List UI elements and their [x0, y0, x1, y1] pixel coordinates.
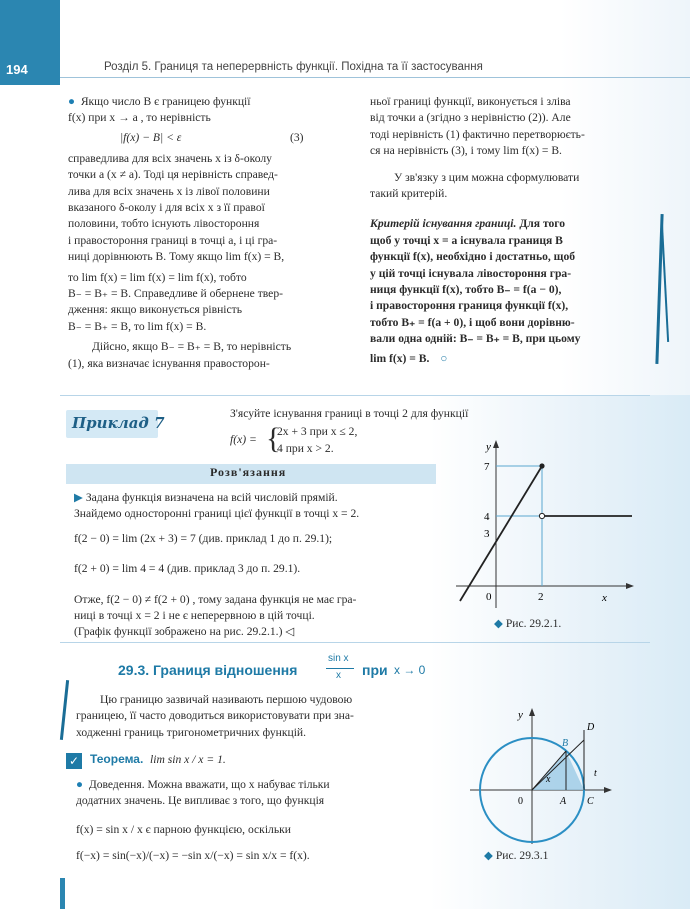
- x-axis-arrow-icon: [626, 583, 634, 589]
- fig-y-arrow-icon: [529, 708, 535, 716]
- example-fx: f(x) =: [230, 433, 257, 446]
- figure-29-3-1: [470, 706, 620, 846]
- section-fraction-num: sin x: [328, 653, 349, 664]
- open-point-icon: [539, 513, 544, 518]
- fig-label-x: x: [546, 774, 551, 785]
- y-axis-arrow-icon: [493, 440, 499, 448]
- right-line: від точки a (згідно з нерівністю (2)). Але: [370, 111, 571, 125]
- right-line: тоді нерівність (1) фактично перетворюєть-: [370, 127, 585, 141]
- diamond-icon: ◆: [494, 617, 503, 630]
- section-fraction-den: x: [336, 670, 341, 681]
- limit-1: f(2 − 0) = lim (2x + 3) = 7 (див. приклад 1 до п. 29.1);: [74, 531, 333, 545]
- criterion-line: вали одна одній: B₋ = B₊ = B, при цьому: [370, 332, 581, 346]
- fig-label-B: B: [562, 738, 569, 749]
- section-title-prefix: 29.3. Границя відношення: [118, 662, 298, 678]
- conclusion-line: Отже, f(2 − 0) ≠ f(2 + 0) , тому задана функція не має гра-: [74, 592, 357, 606]
- proof-block: [76, 777, 438, 865]
- tick-2: 2: [538, 591, 544, 603]
- tick-7: 7: [484, 461, 490, 473]
- figure-caption-29-3-1: ◆ Рис. 29.3.1: [484, 849, 549, 862]
- fig-label-y: y: [518, 709, 523, 721]
- limit-2: f(2 + 0) = lim 4 = 4 (див. приклад 3 до п. 29.1).: [74, 562, 301, 576]
- piece-1: 2x + 3 при x ≤ 2,: [277, 425, 358, 438]
- left-line: ниці дорівнюють B. Тому якщо lim f(x) = B,: [68, 250, 285, 264]
- bottom-accent-bar: [60, 878, 65, 909]
- running-title: Розділ 5. Границя та неперервність функції. Похідна та її застосування: [104, 61, 483, 73]
- formula-ineq: |f(x) − B| < ε: [120, 130, 182, 144]
- fig-label-t: t: [594, 768, 597, 779]
- graph-x-label: x: [602, 592, 607, 604]
- right-para2: У зв'язку з цим можна сформулювати: [394, 170, 580, 184]
- solution-body: [74, 490, 434, 641]
- section-title-limit: x → 0: [394, 663, 426, 677]
- section-intro-line: ходженні границь тригонометричних функцій.: [76, 725, 307, 739]
- section-title-middle: при: [362, 662, 388, 678]
- theorem-check-icon: ✓: [66, 753, 82, 769]
- left-intro-2: f(x) при x → a , то нерівність: [68, 111, 211, 125]
- right-line: ся на нерівність (3), і тому lim f(x) = B.: [370, 144, 562, 158]
- piece-2: 4 при x > 2.: [277, 442, 334, 455]
- criterion-line: тобто B₊ = f(a + 0), і щоб вони дорівню-: [370, 315, 575, 329]
- formula-number: (3): [290, 130, 304, 144]
- proof-line: ● Доведення. Можна вважати, що x набуває тільки: [76, 778, 330, 791]
- left-intro-1: ● Якщо число B є границею функції: [68, 95, 251, 108]
- criterion-line: ниця функції f(x), тобто B₋ = f(a − 0),: [370, 283, 562, 297]
- left-column: [68, 94, 344, 372]
- criterion-box: [370, 216, 648, 367]
- tick-3: 3: [484, 528, 490, 540]
- left-para2: Дійсно, якщо B₋ = B₊ = B, то нерівність: [92, 340, 292, 354]
- tick-4: 4: [484, 511, 490, 523]
- tick-0: 0: [486, 591, 492, 603]
- right-line: ньої границі функції, виконується і зліва: [370, 95, 571, 108]
- section-intro-line: границею, її часто доводиться використовувати при зна-: [76, 709, 354, 723]
- theorem-label: Теорема.: [90, 752, 144, 766]
- left-para2: (1), яка визначає існування правосторон-: [68, 356, 270, 370]
- left-line: справедлива для всіх значень x із δ-околу: [68, 151, 272, 165]
- fig-label-D: D: [587, 722, 595, 733]
- criterion-line: у цій точці існувала лівостороння гра-: [370, 266, 572, 280]
- formula-b: f(−x) = sin(−x)/(−x) = −sin x/(−x) = sin x/x = f(x).: [76, 849, 310, 863]
- figure-caption-29-2-1: ◆ Рис. 29.2.1.: [494, 617, 562, 630]
- solution-line: Знайдемо односторонні границі цієї функції в точці x = 2.: [74, 507, 360, 521]
- fig-x-arrow-icon: [604, 787, 612, 793]
- criterion-line: Критерій існування границі. Для того: [370, 217, 566, 231]
- header-rule: [60, 77, 690, 78]
- bullet-icon: ●: [68, 95, 76, 108]
- left-line: половини, тобто існують лівостороння: [68, 217, 260, 231]
- graph-y-label: y: [486, 441, 491, 453]
- qed-icon: ○: [440, 351, 448, 365]
- fig-label-C: C: [587, 796, 594, 807]
- example-label: Приклад 7: [72, 414, 165, 432]
- closed-point-icon: [539, 463, 544, 468]
- left-line: точки a (x ≠ a). Тоді ця нерівність справед-: [68, 168, 278, 182]
- solution-header: Розв'язання: [210, 465, 287, 479]
- section-intro-line: Цю границю зазвичай називають першою чудовою: [100, 693, 353, 706]
- left-line: і правостороння границі в точці a, і ці гра-: [68, 233, 278, 247]
- example-task: З'ясуйте існування границі в точці 2 для функції: [230, 407, 469, 420]
- left-line: дження: якщо виконується рівність: [68, 303, 242, 317]
- right-column: [370, 94, 648, 367]
- proof-line: додатних значень. Це випливає з того, що функція: [76, 794, 325, 808]
- fig-label-A: A: [560, 796, 567, 807]
- conclusion-line: ниці в точці x = 2 і не є неперервною в цій точці.: [74, 609, 315, 623]
- conclusion-line: (Графік функції зображено на рис. 29.2.1.) ◁: [74, 625, 295, 639]
- criterion-line: і правостороння границя функції f(x),: [370, 299, 569, 313]
- left-line: B₋ = B₊ = B, то lim f(x) = B.: [68, 319, 207, 333]
- formula-3-row: [68, 127, 344, 151]
- criterion-line: функції f(x), необхідно і достатньо, щоб: [370, 250, 576, 264]
- diamond-icon: ◆: [484, 849, 493, 862]
- left-line: вказаного δ-околу і для всіх x з її правої: [68, 201, 265, 215]
- bullet-icon: ●: [76, 778, 84, 791]
- criterion-line: щоб у точці x = a існувала границя B: [370, 233, 563, 247]
- example-bottom-rule: [60, 642, 650, 643]
- left-line: B₋ = B₊ = B. Справедливе й обернене твер-: [68, 287, 283, 301]
- example-rule: [60, 395, 650, 396]
- solution-line: ▶ Задана функція визначена на всій числовій прямій.: [74, 491, 338, 504]
- right-para2: такий критерій.: [370, 187, 448, 201]
- left-line: лива для всіх значень x із лівої половини: [68, 184, 270, 198]
- graph-29-2-1: [456, 436, 636, 612]
- left-line: то lim f(x) = lim f(x) = lim f(x), тобто: [68, 270, 247, 284]
- criterion-title: Критерій існування границі.: [370, 217, 517, 231]
- section-fraction-bar: [326, 668, 354, 669]
- fig-label-0: 0: [518, 796, 523, 807]
- page-number: 194: [6, 62, 28, 77]
- criterion-line: lim f(x) = B. ○: [370, 351, 448, 365]
- sector-fill: [532, 751, 584, 790]
- section-intro: [76, 692, 438, 741]
- margin-mark-icon: [60, 680, 69, 740]
- formula-a: f(x) = sin x / x є парною функцією, оскільки: [76, 822, 291, 836]
- line-2x-plus-3: [460, 466, 542, 601]
- piecewise-brace: {: [266, 422, 281, 455]
- triangle-bullet-icon: ▶: [74, 491, 83, 504]
- theorem-formula: lim sin x / x = 1.: [150, 753, 226, 766]
